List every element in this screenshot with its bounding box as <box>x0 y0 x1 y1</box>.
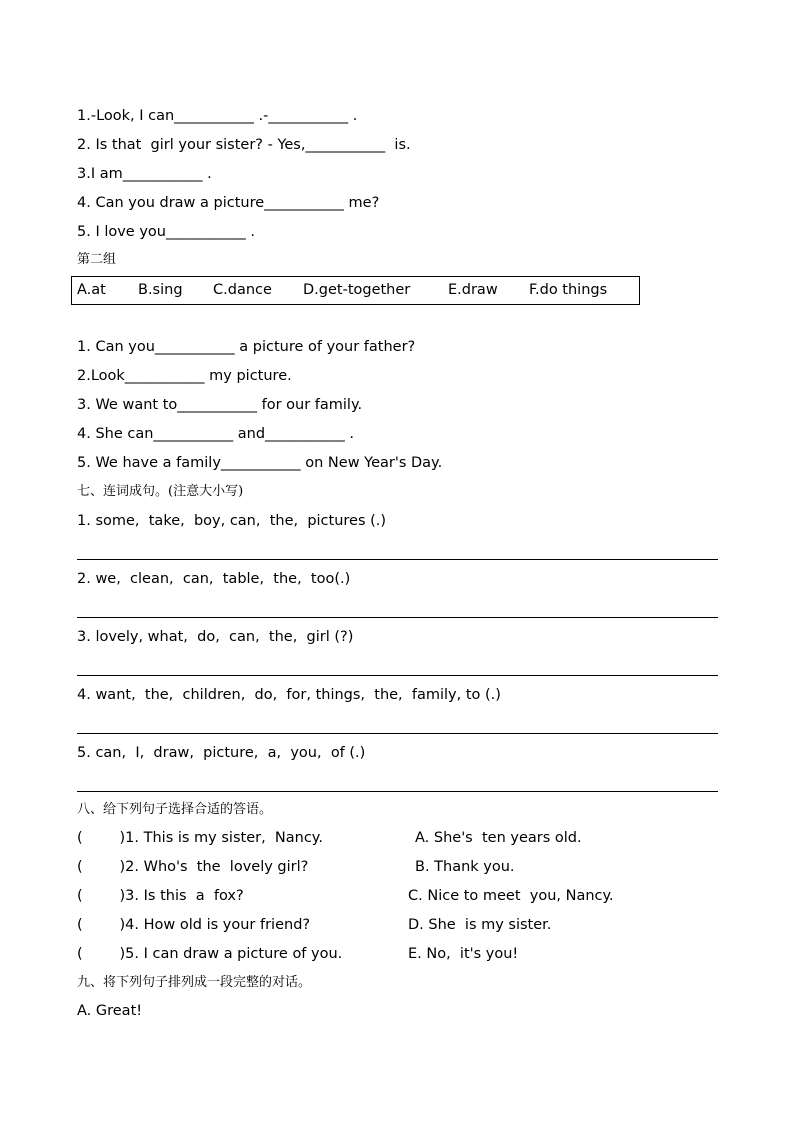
group2-heading: 第二组 <box>77 252 117 267</box>
section7-item-2: 2. we, clean, can, table, the, too(.) <box>77 571 351 587</box>
question-5: ( )5. I can draw a picture of you. <box>77 946 343 962</box>
option-d: D.get-together <box>303 282 411 298</box>
group1-item-1: 1.-Look, I can___________ .-___________ . <box>77 108 358 124</box>
section7-item-1: 1. some, take, boy, can, the, pictures (.) <box>77 513 387 529</box>
option-c: C.dance <box>213 282 272 298</box>
question-1: ( )1. This is my sister, Nancy. <box>77 830 323 846</box>
question-3: ( )3. Is this a fox? <box>77 888 244 904</box>
group1-item-2: 2. Is that girl your sister? - Yes,___________ is. <box>77 137 411 153</box>
group2-item-5: 5. We have a family___________ on New Year's Day. <box>77 455 443 471</box>
group2-item-1: 1. Can you___________ a picture of your father? <box>77 339 416 355</box>
group2-item-2: 2.Look___________ my picture. <box>77 368 292 384</box>
group2-item-4: 4. She can___________ and___________ . <box>77 426 355 442</box>
option-a: A.at <box>77 282 106 298</box>
section7-heading: 七、连词成句。(注意大小写) <box>77 484 244 499</box>
group2-item-3: 3. We want to___________ for our family. <box>77 397 363 413</box>
option-e: E.draw <box>448 282 498 298</box>
answer-c: C. Nice to meet you, Nancy. <box>408 888 614 904</box>
option-b: B.sing <box>138 282 183 298</box>
group1-item-3: 3.I am___________ . <box>77 166 212 182</box>
section7-item-3: 3. lovely, what, do, can, the, girl (?) <box>77 629 354 645</box>
section7-item-4: 4. want, the, children, do, for, things, the, family, to (.) <box>77 687 501 703</box>
section9-item-a: A. Great! <box>77 1003 143 1019</box>
question-2: ( )2. Who's the lovely girl? <box>77 859 309 875</box>
answer-line-4 <box>77 733 718 734</box>
section9-heading: 九、将下列句子排列成一段完整的对话。 <box>77 975 312 990</box>
section8-heading: 八、给下列句子选择合适的答语。 <box>77 802 273 817</box>
answer-line-3 <box>77 675 718 676</box>
group1-item-4: 4. Can you draw a picture___________ me? <box>77 195 380 211</box>
question-4: ( )4. How old is your friend? <box>77 917 311 933</box>
answer-line-1 <box>77 559 718 560</box>
group1-item-5: 5. I love you___________ . <box>77 224 255 240</box>
answer-e: E. No, it's you! <box>408 946 519 962</box>
option-f: F.do things <box>529 282 608 298</box>
answer-line-5 <box>77 791 718 792</box>
section7-item-5: 5. can, I, draw, picture, a, you, of (.) <box>77 745 366 761</box>
answer-a: A. She's ten years old. <box>415 830 582 846</box>
answer-line-2 <box>77 617 718 618</box>
answer-b: B. Thank you. <box>415 859 515 875</box>
answer-d: D. She is my sister. <box>408 917 552 933</box>
